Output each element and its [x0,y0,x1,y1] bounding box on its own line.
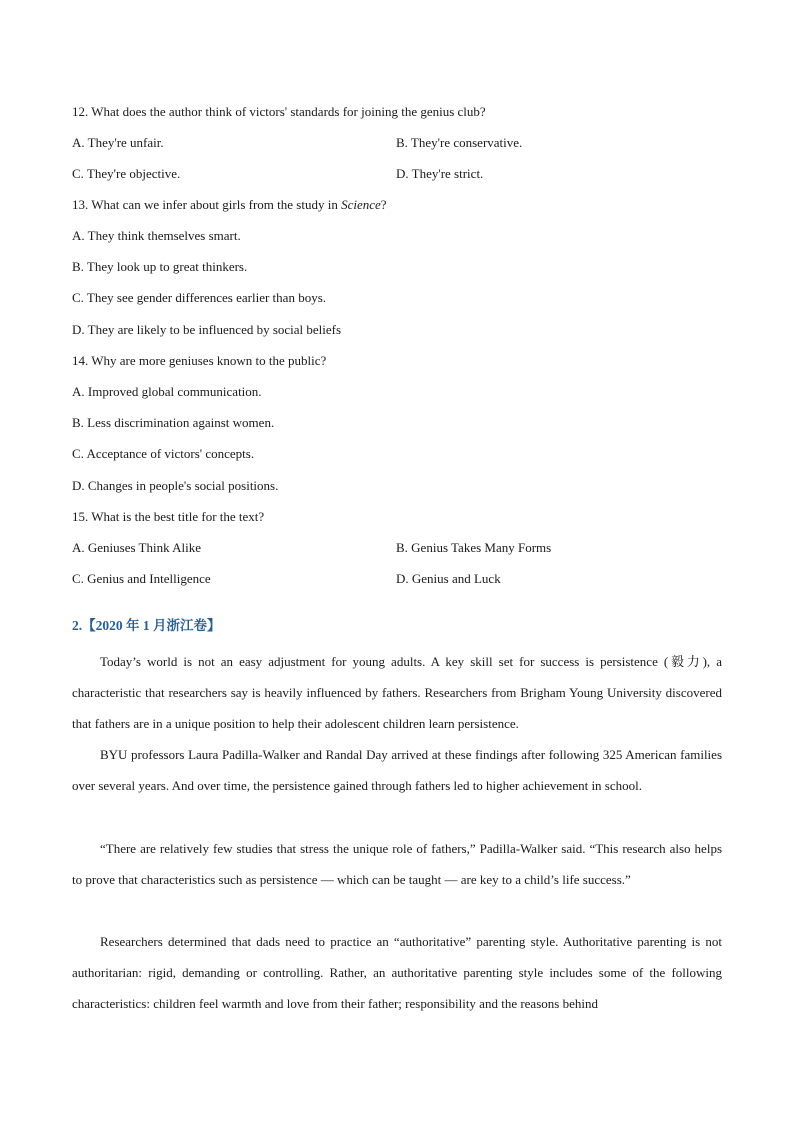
section-heading: 2.【2020 年 1 月浙江卷】 [72,618,221,633]
question-15-option-d: D. Genius and Luck [396,571,501,586]
question-14-stem: 14. Why are more geniuses known to the public? [72,353,327,368]
passage-paragraph-4: Researchers determined that dads need to practice an “authoritative” parenting style. Authoritative parenting is not authoritarian: rigid, demanding or controlling. Rather, an authoritative parenting style includes some of the following characteristics: children feel warmth and love from their father; responsibility and the reasons behind [72,934,722,1012]
question-15-stem: 15. What is the best title for the text? [72,509,265,524]
question-14-option-d: D. Changes in people's social positions. [72,478,279,493]
question-15-option-b: B. Genius Takes Many Forms [396,540,552,555]
question-14-option-c: C. Acceptance of victors' concepts. [72,446,255,461]
question-12-option-c: C. They're objective. [72,166,181,181]
passage-paragraph-1: Today’s world is not an easy adjustment for young adults. A key skill set for success is persistence (毅力), a characteristic that researchers say is heavily influenced by fathers. Researchers from Brigham Young University discovered that fathers are in a unique position to help their adolescent children learn persistence. [72,654,722,732]
question-12-option-d: D. They're strict. [396,166,484,181]
question-12-stem: 12. What does the author think of victors' standards for joining the genius club? [72,104,486,119]
question-13-option-c: C. They see gender differences earlier than boys. [72,290,327,305]
passage-paragraph-3: “There are relatively few studies that stress the unique role of fathers,” Padilla-Walker said. “This research also helps to prove that characteristics such as persistence — which can be taught — are key to a child’s life success.” [72,841,722,888]
question-14-option-a: A. Improved global communication. [72,384,262,399]
question-13-stem-start: 13. What can we infer about girls from the study in [72,197,342,212]
question-13-option-d: D. They are likely to be influenced by social beliefs [72,322,342,337]
question-12-option-b: B. They're conservative. [396,135,523,150]
question-13-stem-end: ? [380,197,387,212]
question-15-option-a: A. Geniuses Think Alike [72,540,202,555]
question-13-stem [72,197,387,213]
question-13-option-b: B. They look up to great thinkers. [72,259,248,274]
question-13-option-a: A. They think themselves smart. [72,228,241,243]
question-12-option-a: A. They're unfair. [72,135,164,150]
question-14-option-b: B. Less discrimination against women. [72,415,275,430]
question-13-stem-italic: Science [341,197,381,212]
question-15-option-c: C. Genius and Intelligence [72,571,211,586]
passage-paragraph-2: BYU professors Laura Padilla-Walker and Randal Day arrived at these findings after following 325 American families over several years. And over time, the persistence gained through fathers led to higher achievement in school. [72,747,722,794]
